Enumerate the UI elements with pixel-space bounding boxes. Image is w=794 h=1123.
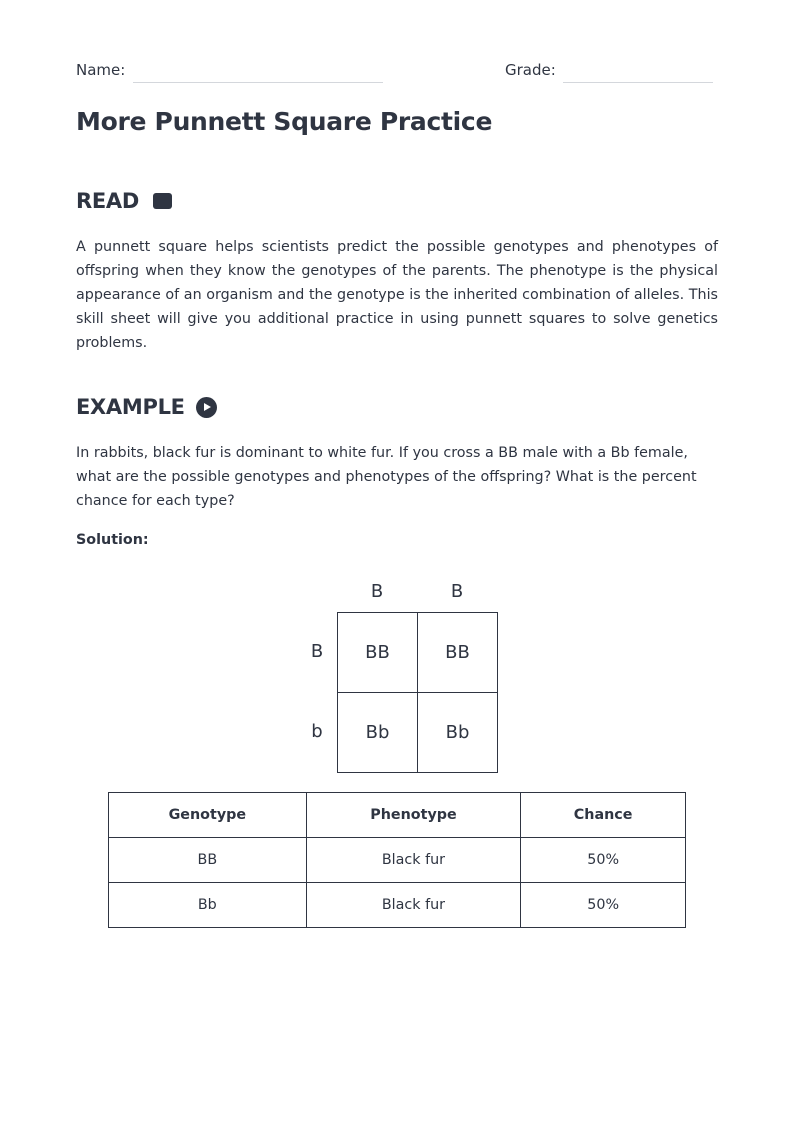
grade-label: Grade: — [505, 61, 556, 79]
top-allele-1: B — [370, 581, 384, 602]
example-section-heading — [76, 395, 217, 419]
chance-cell: 50% — [521, 838, 686, 883]
solution-label: Solution: — [76, 532, 149, 548]
read-paragraph: A punnett square helps scientists predict the possible genotypes and phenotypes of offspring when they know the genotypes of the parents. The phenotype is the physical appearance of an organism and the genotype is the inherited combination of alleles. This skill sheet will give you additional practice in using punnett squares to solve genetics problems. — [76, 239, 718, 351]
punnett-cell: BB — [417, 612, 498, 693]
side-allele-2: b — [311, 721, 323, 742]
genotype-cell: Bb — [109, 883, 307, 928]
example-paragraph: In rabbits, black fur is dominant to white fur. If you cross a BB male with a Bb female, what are the possible genotypes and phenotypes of the offspring? What is the percent chance for each type? — [76, 445, 697, 509]
read-heading-label: READ — [76, 189, 139, 213]
grade-field[interactable] — [563, 82, 713, 83]
page-title: More Punnett Square Practice — [76, 107, 493, 136]
punnett-square — [297, 570, 517, 780]
top-allele-2: B — [450, 581, 464, 602]
punnett-cell: BB — [337, 612, 418, 693]
side-allele-1: B — [310, 641, 324, 662]
genotype-header: Genotype — [109, 793, 307, 838]
table-row — [109, 838, 686, 883]
phenotype-cell: Black fur — [306, 838, 521, 883]
play-icon[interactable] — [196, 397, 217, 418]
name-field[interactable] — [133, 82, 383, 83]
chance-cell: 50% — [521, 883, 686, 928]
example-heading-label: EXAMPLE — [76, 395, 185, 419]
genotype-cell: BB — [109, 838, 307, 883]
read-section-heading — [76, 189, 172, 213]
chance-header: Chance — [521, 793, 686, 838]
book-icon — [153, 193, 172, 209]
phenotype-cell: Black fur — [306, 883, 521, 928]
name-label: Name: — [76, 61, 126, 79]
student-info-header — [76, 60, 714, 84]
table-header-row — [109, 793, 686, 838]
punnett-cell: Bb — [417, 692, 498, 773]
table-row — [109, 883, 686, 928]
phenotype-header: Phenotype — [306, 793, 521, 838]
results-table — [108, 792, 686, 928]
punnett-cell: Bb — [337, 692, 418, 773]
